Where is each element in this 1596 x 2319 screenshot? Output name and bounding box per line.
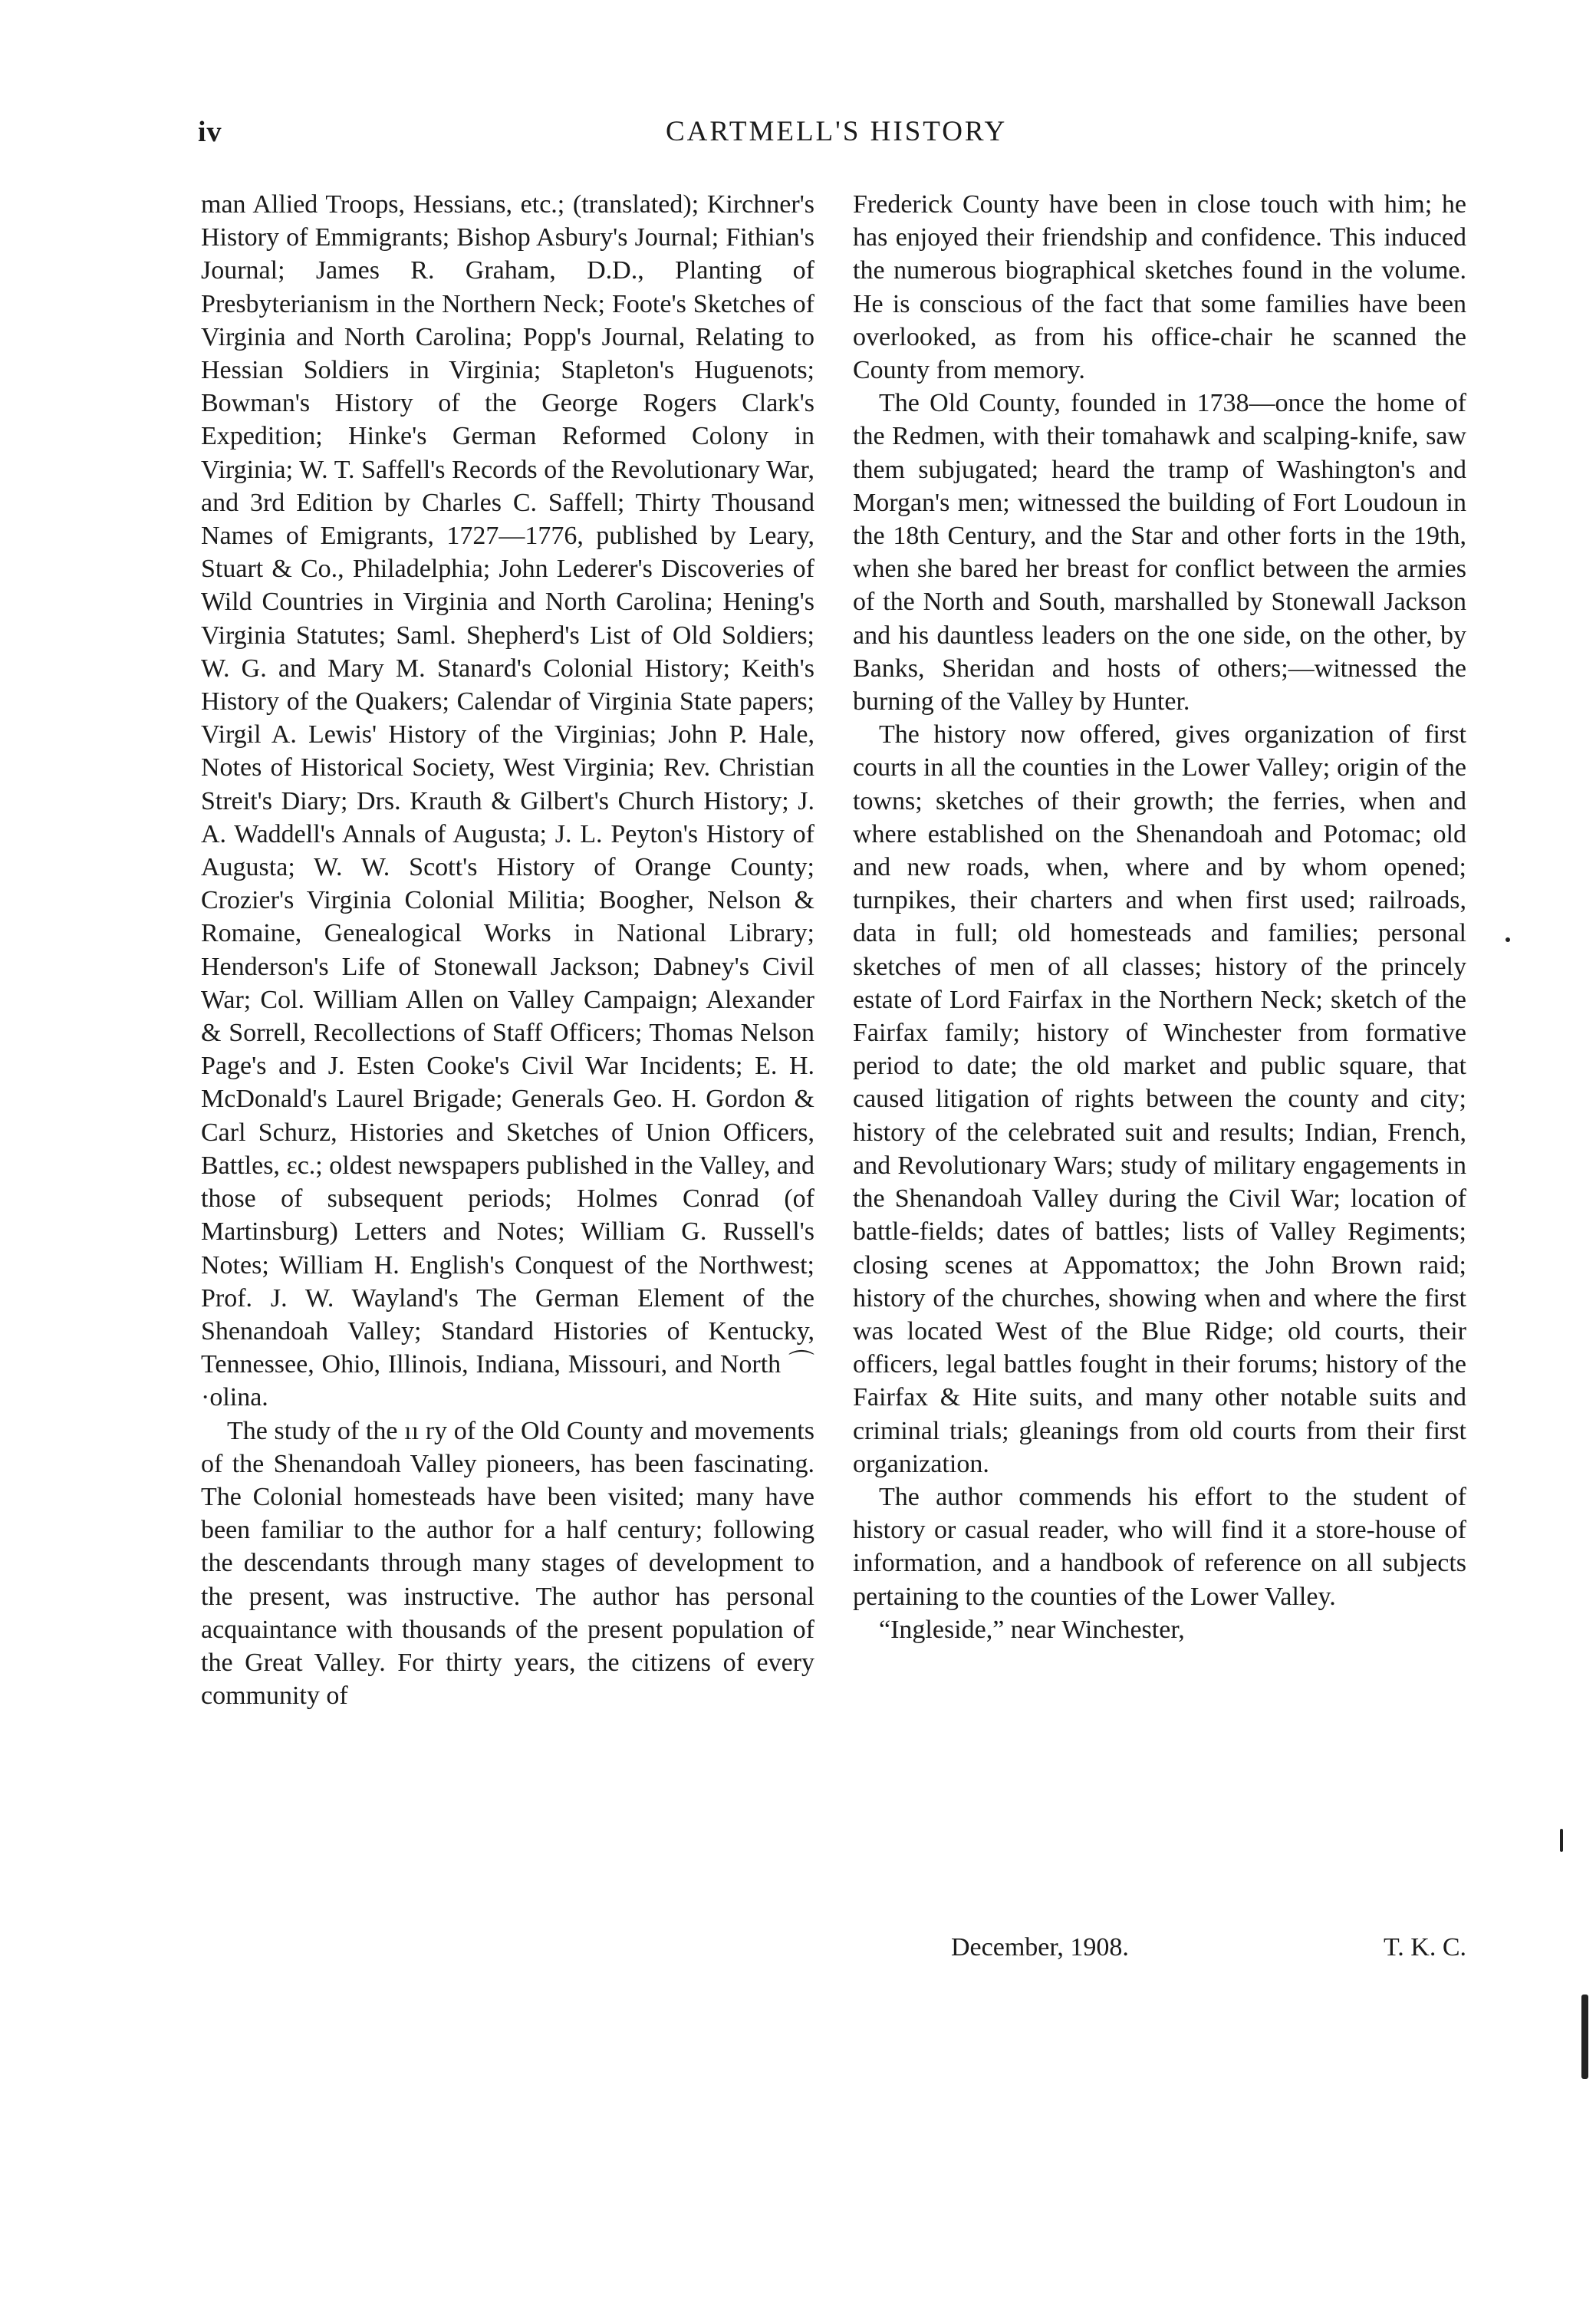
left-column	[201, 188, 814, 1712]
right-paragraph-3: The history now offered, gives organization of first courts in all the counties in the Lower Valley; origin of the towns; sketches of their growth; the ferries, when and where established on the Shenandoah and Potomac; old and new roads, when, where and by whom opened; turnpikes, their charters and when first used; railroads, data in full; old homesteads and families; personal sketches of men of all classes; history of the princely estate of Lord Fairfax in the Northern Neck; sketch of the Fairfax family; history of Winchester from formative period to date; the old market and public square, that caused litigation of rights between the county and city; history of the celebrated suit and results; Indian, French, and Revolutionary Wars; study of military engagements in the Shenandoah Valley during the Civil War; location of battle-fields; dates of battles; lists of Valley Regiments; closing scenes at Appomattox; the John Brown raid; history of the churches, showing when and where the first was located West of the Blue Ridge; old courts, their officers, legal battles fought in their forums; history of the Fairfax & Hite suits, and many other notable suits and criminal trials; gleanings from old courts from their first organization.	[853, 720, 1466, 1478]
scan-mark	[1581, 1995, 1588, 2079]
left-paragraph-1: man Allied Troops, Hessians, etc.; (translated); Kirchner's History of Emmigrants; Bishop Asbury's Journal; Fithian's Journal; James R. Graham, D.D., Planting of Presbyterianism in the Northern Neck; Foote's Sketches of Virginia and North Carolina; Popp's Journal, Relating to Hessian Soldiers in Virginia; Stapleton's Huguenots; Bowman's History of the George Rogers Clark's Expedition; Hinke's German Reformed Colony in Virginia; W. T. Saffell's Records of the Revolutionary War, and 3rd Edition by Charles C. Saffell; Thirty Thousand Names of Emigrants, 1727—1776, published by Leary, Stuart & Co., Philadelphia; John Lederer's Discoveries of Wild Countries in Virginia and North Carolina; Hening's Virginia Statutes; Saml. Shepherd's List of Old Soldiers; W. G. and Mary M. Stanard's Colonial History; Keith's History of the Quakers; Calendar of Virginia State papers; Virgil A. Lewis' History of the Virginias; John P. Hale, Notes of Historical Society, West Virginia; Rev. Christian Streit's Diary; Drs. Krauth & Gilbert's Church History; J. A. Waddell's Annals of Augusta; J. L. Peyton's History of Augusta; W. W. Scott's History of Orange County; Crozier's Virginia Colonial Militia; Boogher, Nelson & Romaine, Genealogical Works in National Library; Henderson's Life of Stonewall Jackson; Dabney's Civil War; Col. William Allen on Valley Campaign; Alexander & Sorrell, Recollections of Staff Officers; Thomas Nelson Page's and J. Esten Cooke's Civil War Incidents; E. H. McDonald's Laurel Brigade; Generals Geo. H. Gordon & Carl Schurz, Histories and Sketches of Union Officers, Battles, ɛc.; oldest newspapers published in the Valley, and those of subsequent periods; Holmes Conrad (of Martinsburg) Letters and Notes; William G. Russell's Notes; William H. English's Conquest of the Northwest; Prof. J. W. Wayland's The German Element of the Shenandoah Valley; Standard Histories of Kentucky, Tennessee, Ohio, Illinois, Indiana, Missouri, and North ⌒ ·olina.	[201, 190, 814, 1412]
page-header	[198, 115, 1034, 161]
signoff	[853, 1933, 1466, 1971]
page-number: iv	[198, 116, 222, 148]
author-initials: T. K. C.	[1384, 1933, 1466, 1962]
right-column	[853, 188, 1466, 1646]
right-paragraph-4: The author commends his effort to the student of history or casual reader, who will find it a store-house of information, and a handbook of reference on all subjects pertaining to the counties of the Lower Valley.	[853, 1482, 1466, 1611]
right-paragraph-5: “Ingleside,” near Winchester,	[879, 1615, 1185, 1644]
right-paragraph-2: The Old County, founded in 1738—once the home of the Redmen, with their tomahawk and scalping-knife, saw them subjugated; heard the tramp of Washington's and Morgan's men; witnessed the building of Fort Loudoun in the 18th Century, and the Star and other forts in the 19th, when she bared her breast for conflict between the armies of the North and South, marshalled by Stonewall Jackson and his dauntless leaders on the one side, on the other, by Banks, Sheridan and hosts of others;—witnessed the burning of the Valley by Hunter.	[853, 389, 1466, 716]
signoff-date: December, 1908.	[951, 1933, 1129, 1962]
left-paragraph-2: The study of the ıı ry of the Old County and movements of the Shenandoah Valley pioneers, has been fascinating. The Colonial homesteads have been visited; many have been familiar to the author for a half century; following the descendants through many stages of development to the present, was instructive. The author has personal acquaintance with thousands of the present population of the Great Valley. For thirty years, the citizens of every community of	[201, 1416, 814, 1711]
scan-speck	[1506, 937, 1510, 942]
running-head: CARTMELL'S HISTORY	[666, 116, 1008, 147]
scan-mark	[1560, 1829, 1563, 1852]
right-paragraph-1: Frederick County have been in close touch with him; he has enjoyed their friendship and confidence. This induced the numerous biographical sketches found in the volume. He is conscious of the fact that some families have been overlooked, as from his office-chair he scanned the County from memory.	[853, 190, 1466, 385]
